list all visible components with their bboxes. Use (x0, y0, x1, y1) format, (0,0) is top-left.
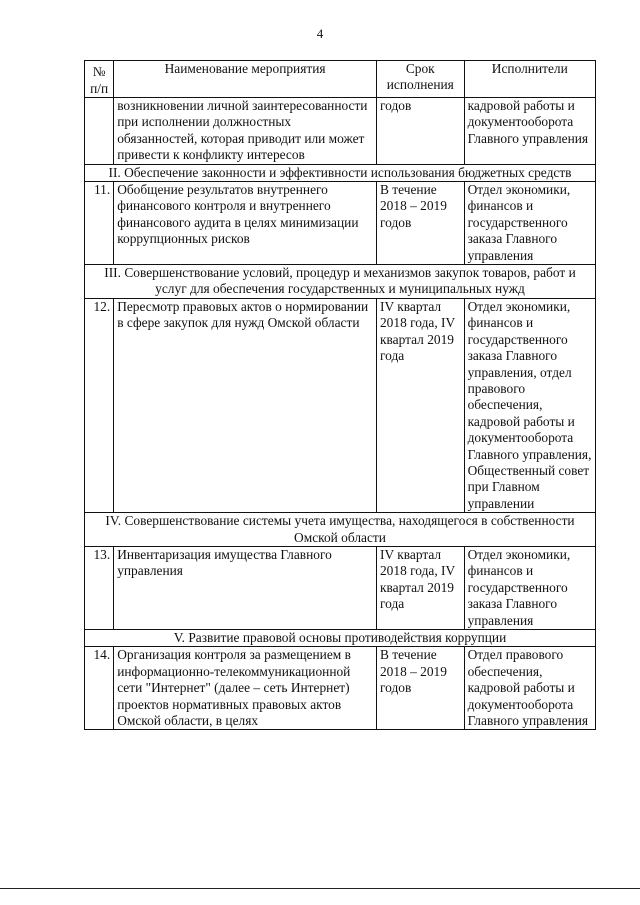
table-row (85, 182, 596, 265)
row-num: 11. (85, 182, 114, 265)
page-bottom-rule (0, 888, 640, 889)
row-name: Обобщение результатов внутреннего финансового контроля и внутреннего финансового аудита в целях минимизации коррупционных рисков (114, 182, 377, 265)
section-row (85, 265, 596, 299)
row-executors: Отдел экономики, финансов и государственного заказа Главного управления, отдел правового обеспечения, кадровой работы и документооборота Главного управления, Общественный совет при Главном управлении (464, 298, 595, 512)
measures-table (84, 60, 596, 730)
header-name: Наименование мероприятия (114, 61, 377, 98)
row-num: 14. (85, 647, 114, 730)
row-name: возникновении личной заинтересованности при исполнении должностных обязанностей, которая приводит или может привести к конфликту интересов (114, 98, 377, 165)
section-title: II. Обеспечение законности и эффективности использования бюджетных средств (85, 164, 596, 181)
row-term: IV квартал 2018 года, IV квартал 2019 года (376, 546, 464, 629)
table-row (85, 647, 596, 730)
row-term: В течение 2018 – 2019 годов (376, 182, 464, 265)
row-name: Организация контроля за размещением в информационно-телекоммуникационной сети "Интернет" (далее – сеть Интернет) проектов нормативных правовых актов Омской области, в целях (114, 647, 377, 730)
row-executors: Отдел экономики, финансов и государственного заказа Главного управления (464, 182, 595, 265)
row-name: Инвентаризация имущества Главного управления (114, 546, 377, 629)
row-term: IV квартал 2018 года, IV квартал 2019 года (376, 298, 464, 512)
row-executors: Отдел экономики, финансов и государственного заказа Главного управления (464, 546, 595, 629)
header-term: Срок исполнения (376, 61, 464, 98)
page-number: 4 (316, 26, 324, 41)
table-header-row (85, 61, 596, 98)
header-executors: Исполнители (464, 61, 595, 98)
table-row (85, 546, 596, 629)
table-row (85, 98, 596, 165)
row-name: Пересмотр правовых актов о нормировании в сфере закупок для нужд Омской области (114, 298, 377, 512)
section-row (85, 630, 596, 647)
row-num (85, 98, 114, 165)
row-num: 13. (85, 546, 114, 629)
row-term: В течение 2018 – 2019 годов (376, 647, 464, 730)
table-row (85, 298, 596, 512)
row-executors: Отдел правового обеспечения, кадровой работы и документооборота Главного управления (464, 647, 595, 730)
row-term: годов (376, 98, 464, 165)
row-executors: кадровой работы и документооборота Главного управления (464, 98, 595, 165)
section-row (85, 513, 596, 547)
section-title: IV. Совершенствование системы учета имущества, находящегося в собственности Омской области (85, 513, 596, 547)
section-row (85, 164, 596, 181)
section-title: V. Развитие правовой основы противодействия коррупции (85, 630, 596, 647)
row-num: 12. (85, 298, 114, 512)
header-num: № п/п (85, 61, 114, 98)
section-title: III. Совершенствование условий, процедур и механизмов закупок товаров, работ и услуг для обеспечения государственных и муниципальных нужд (85, 265, 596, 299)
